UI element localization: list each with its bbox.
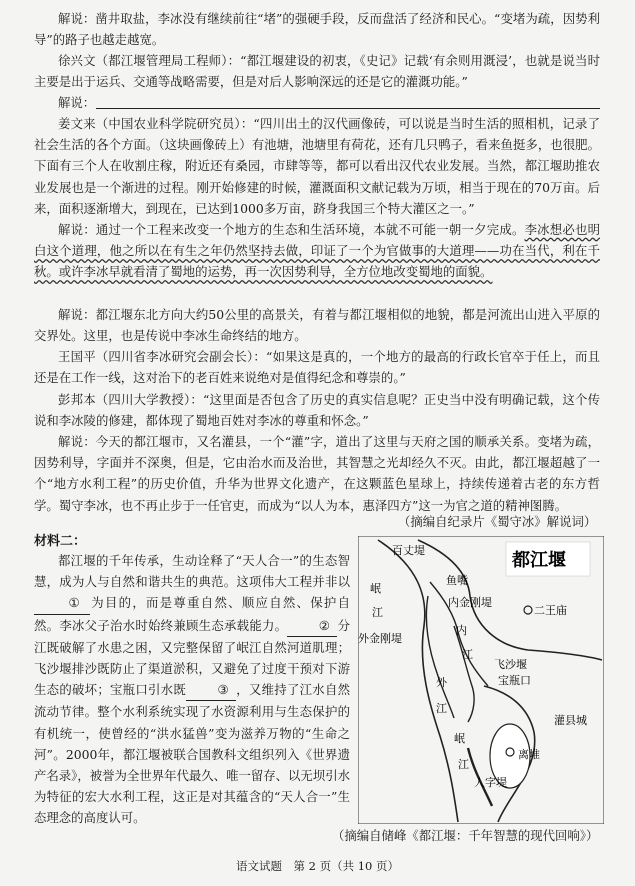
map-label-inner-jingang: 内金刚堤 [448,596,492,609]
paragraph-5 [34,219,600,283]
paragraph-5-a: 解说：通过一个工程来改变一个地方的生态和生活环境，本就不可能一朝一夕完成。 [58,222,525,237]
material-2-text-3: 分江既破解了水患之困，又完整保留了岷江自然河道肌理；飞沙堰排沙既防止了渠道淤积，又避免了过度干预对下游生态的破坏；宝瓶口引水既 [34,617,351,698]
material-2-heading: 材料二： [34,534,87,549]
map-label-guanxiancheng: 灌县城 [554,714,587,727]
map-label-jiang-3: 江 [436,702,447,715]
material-2-text-1: 都江堰的千年传承，生动诠释了“天人合一”的生态智慧，成为人与自然和谐共生的典范。这项伟大工程并非以 [34,553,350,590]
dujiangyan-map [358,536,604,824]
map-label-erwangmiao: 二王庙 [534,604,567,617]
wavy-underlined-text: 李冰想必也明白这个道理，他之所以在有生之年仍然坚持去做，印证了一个为官做事的大道理——功在当代，利在千秋。或许李冰早就看清了蜀地的运势，再一次因势利导，全方位地改变蜀地的面貌。 [34,222,601,280]
map-label-outer-jingang: 外金刚堤 [358,632,402,645]
paragraph-7: 王国平（四川省李冰研究会副会长）：“如果这是真的，一个地方的最高的行政长官卒于任上，而且还是在工作一线，这对治下的老百姓来说绝对是值得纪念和尊崇的。” [34,349,600,386]
map-label-wai: 外 [436,676,447,689]
narration-label: 解说： [58,95,96,110]
map-label-lidui: 离堆 [518,748,540,761]
material-2-body [34,550,350,829]
source-citation-1: （摘编自纪录片《蜀守冰》解说词） [398,514,597,529]
paragraph-4: 姜文来（中国农业科学院研究员）：“四川出土的汉代画像砖，可以说是当时生活的照相机，记录了社会生活的各个方面。（这块画像砖上）有池塘，池塘里有荷花，还有几只鸭子，看来鱼挺多，也很肥。下面有三个人在收割庄稼，附近还有桑园，市肆等等，都可以看出汉代农业发展。当然，都江堰助推农业发展也是一个渐进的过程。刚开始修建的时候，灌溉面积文献记载为万顷，相当于现在的70万亩。后来，面积逐渐增大，到现在，已达到1000多万亩，跻身我国三个特大灌区之一。” [34,116,600,216]
paragraph-2: 徐兴文（都江堰管理局工程师）：“都江堰建设的初衷，《史记》记载‘有余则用溉浸’，也就是说当时主要是出于运兵、交通等战略需要，但是对后人影响深远的还是它的灌溉功能。” [34,53,600,90]
map-label-jiang-2: 江 [462,648,473,661]
blank-2: ② [287,615,337,637]
map-label-nei: 内 [456,624,467,637]
map-label-yuzui: 鱼嘴 [446,574,468,587]
map-label-feishayan: 飞沙堰 [494,658,527,671]
map-label-jiang-1: 江 [372,606,383,619]
source-citation-2: （摘编自储峰《都江堰：千年智慧的现代回响》） [332,828,599,843]
logo-text: 都江堰 [512,550,566,571]
map-label-jiang-4: 江 [458,758,469,771]
map-label-min-2: 岷 [454,732,465,745]
material-2-text-4: ，又维持了江水自然流动节律。整个水利系统实现了水资源利用与生态保护的有机统一，使曾经的“洪水猛兽”变为滋养万物的“生命之河”。2000年，都江堰被联合国教科文组织列入《世界遗产名录》，被誉为全世界年代最久、唯一留存、以无坝引水为特征的宏大水利工程，这正是对其蕴含的“天人合一”生态理念的高度认可。 [34,682,350,826]
map-label-baizhangdi: 百丈堤 [392,544,425,557]
page-footer: 语文试题 第 2 页（共 10 页） [235,859,400,873]
blank-1: ① [34,592,90,614]
paragraph-9: 解说：今天的都江堰市，又名灌县，一个“灌”字，道出了这里与天府之国的顺承关系。变堵为疏，因势利导，字面并不深奥，但是，它由治水而及治世，其智慧之光却经久不灭。由此，都江堰超越了一个“地方水利工程”的历史价值，升华为世界文化遗产，在这颗蓝色星球上，持续传递着古老的东方哲学。蜀守李冰，也不再止步于一任官吏，而成为“以人为本，惠泽四方”这一为官之道的精神图腾。 [34,434,600,513]
paragraph-3 [34,92,600,113]
answer-line [96,108,600,109]
map-label-min-1: 岷 [370,582,381,595]
paragraph-8: 彭邦本（四川大学教授）：“这里面是否包含了历史的真实信息呢？正史当中没有明确记载，这个传说和李冰陵的修建，都体现了蜀地百姓对李冰的尊重和怀念。” [34,392,600,429]
map-label-renzidi: 人字堤 [474,776,507,789]
paragraph-6: 解说：都江堰东北方向大约50公里的高景关，有着与都江堰相似的地貌，都是河流出山进入平原的交界处。这里，也是传说中李冰生命终结的地方。 [34,307,600,344]
map-label-baopingkou: 宝瓶口 [498,674,531,687]
blank-3: ③ [186,679,236,701]
material-2-text-2: 为目的，而是尊重自然、顺应自然、保护自然。李冰父子治水时始终兼顾生态承载能力。 [34,595,350,633]
paragraph-1: 解说：凿井取盐，李冰没有继续前往“堵”的强硬手段，反而盘活了经济和民心。“变堵为疏，因势利导”的路子也越走越宽。 [34,11,600,48]
